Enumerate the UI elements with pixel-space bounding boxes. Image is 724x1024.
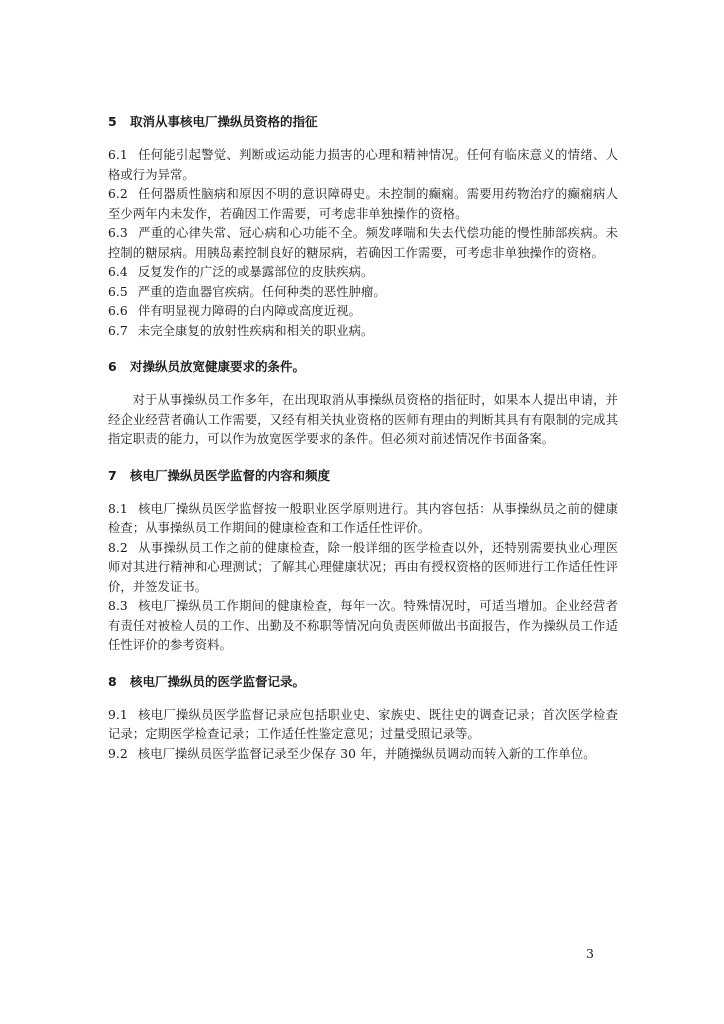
section-number: 8	[108, 673, 117, 689]
section-title: 核电厂操纵员医学监督的内容和频度	[130, 467, 331, 483]
section-7	[108, 466, 618, 656]
clause-9-1	[108, 706, 618, 745]
clause-6-6	[108, 302, 618, 322]
section-6	[108, 357, 618, 450]
clause-number: 8.2	[108, 540, 128, 555]
section-heading	[108, 112, 618, 132]
clause-text: 任何器质性脑病和原因不明的意识障碍史。未控制的癫痫。需要用药物治疗的癫痫病人至少两年内未发作，若确因工作需要，可考虑非单独操作的资格。	[108, 187, 618, 221]
clause-number: 8.3	[108, 599, 128, 613]
page-number: 3	[586, 946, 594, 961]
section-number: 5	[108, 114, 117, 129]
clause-number: 8.1	[108, 501, 128, 516]
clause-6-3	[108, 224, 618, 263]
clause-text: 核电厂操纵员医学监督记录应包括职业史、家族史、既往史的调查记录；首次医学检查记录；定期医学检查记录；工作适任性鉴定意见；过量受照记录等。	[108, 707, 618, 741]
section-number: 6	[108, 359, 117, 374]
document-page	[108, 96, 618, 764]
section-title: 对操纵员放宽健康要求的条件。	[130, 359, 306, 374]
section-title: 取消从事核电厂操纵员资格的指征	[130, 114, 318, 129]
clause-8-2	[108, 539, 618, 598]
section-heading	[108, 357, 618, 377]
clause-9-2	[108, 745, 618, 765]
section-8	[108, 672, 618, 765]
clause-6-4	[108, 263, 618, 283]
clause-6-5	[108, 283, 618, 303]
clause-number: 6.4	[108, 265, 128, 279]
section-heading	[108, 466, 618, 486]
clause-6-1	[108, 146, 618, 185]
section-heading	[108, 672, 618, 692]
clause-number: 6.7	[108, 323, 128, 338]
clause-number: 9.1	[108, 707, 128, 722]
clause-text: 反复发作的广泛的或暴露部位的皮肤疾病。	[137, 265, 374, 279]
clause-text: 从事操纵员工作之前的健康检查，除一般详细的医学检查以外，还特别需要执业心理医师对其进行精神和心理测试；了解其心理健康状况；再由有授权资格的医师进行工作适任性评价，并签发证书。	[108, 540, 618, 594]
section-number: 7	[108, 467, 117, 483]
clause-text: 未完全康复的放射性疾病和相关的职业病。	[137, 323, 374, 338]
section-5	[108, 112, 618, 341]
clause-8-3	[108, 597, 618, 656]
clause-number: 6.5	[108, 284, 128, 299]
clause-text: 伴有明显视力障碍的白内障或高度近视。	[137, 304, 362, 318]
clause-text: 严重的心律失常、冠心病和心功能不全。频发哮喘和失去代偿功能的慢性肺部疾病。未控制的糖尿病。用胰岛素控制良好的糖尿病，若确因工作需要，可考虑非单独操作的资格。	[108, 226, 618, 260]
clause-text: 核电厂操纵员医学监督记录至少保存 30 年，并随操纵员调动而转入新的工作单位。	[137, 746, 596, 761]
clause-number: 6.1	[108, 148, 128, 162]
section-title: 核电厂操纵员的医学监督记录。	[130, 673, 306, 689]
section-paragraph: 对于从事操纵员工作多年，在出现取消从事操纵员资格的指征时，如果本人提出申请，并经企业经营者确认工作需要，又经有相关执业资格的医师有理由的判断其具有有限制的完成其指定职责的能力，可以作为放宽医学要求的条件。但必须对前述情况作书面备案。	[108, 393, 618, 446]
clause-8-1	[108, 500, 618, 539]
clause-text: 任何能引起警觉、判断或运动能力损害的心理和精神情况。任何有临床意义的情绪、人格或行为异常。	[108, 148, 618, 182]
clause-number: 6.3	[108, 226, 128, 240]
clause-text: 核电厂操纵员工作期间的健康检查，每年一次。特殊情况时，可适当增加。企业经营者有责任对被检人员的工作、出勤及不称职等情况向负责医师做出书面报告，作为操纵员工作适任性评价的参考资料。	[108, 599, 618, 652]
clause-number: 6.2	[108, 187, 128, 201]
clause-6-7	[108, 322, 618, 342]
clause-number: 9.2	[108, 746, 128, 761]
clause-text: 核电厂操纵员医学监督按一般职业医学原则进行。其内容包括：从事操纵员之前的健康检查；从事操纵员工作期间的健康检查和工作适任性评价。	[108, 501, 618, 535]
clause-6-2	[108, 185, 618, 224]
clause-text: 严重的造血器官疾病。任何种类的恶性肿瘤。	[137, 284, 386, 299]
clause-number: 6.6	[108, 304, 128, 318]
